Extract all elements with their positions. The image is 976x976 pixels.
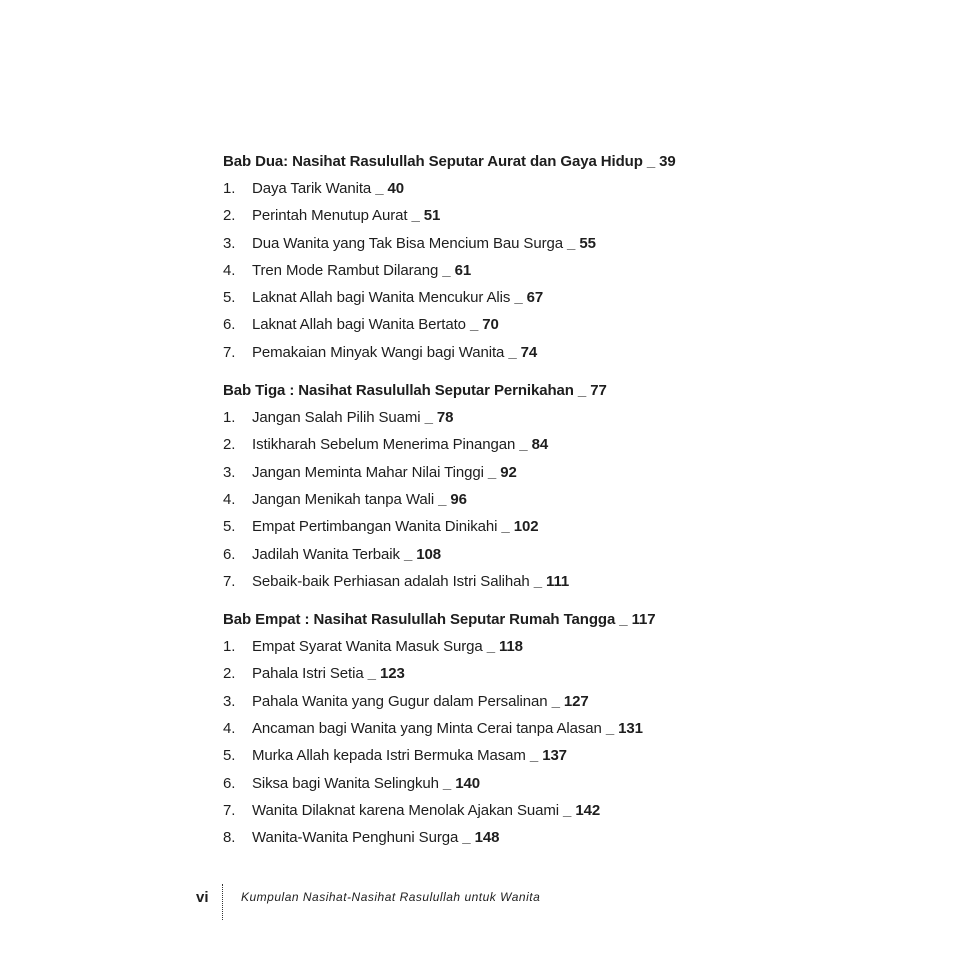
toc-entry [223,284,923,311]
entry-page: _ 51 [411,207,441,225]
entry-number: 5. [223,289,236,307]
chapter-bab-dua [223,148,923,366]
chapter-title: Bab Dua: Nasihat Rasulullah Seputar Aurat dan Gaya Hidup _ 39 [223,153,676,170]
entry-title: Jangan Salah Pilih Suami [252,409,425,427]
entry-page: _ 127 [551,692,589,710]
entry-title: Pemakaian Minyak Wangi bagi Wanita [252,343,509,361]
entry-page: _ 84 [519,436,549,454]
entry-title: Laknat Allah bagi Wanita Bertato [252,316,470,334]
entry-number: 6. [223,774,236,792]
chapter-entries [223,404,923,595]
toc-entry [223,715,923,742]
entry-number: 6. [223,316,236,334]
entry-page: _ 67 [514,289,544,307]
toc-entry [223,742,923,769]
entry-page: _ 55 [567,234,596,252]
entry-number: 4. [223,261,236,279]
entry-title: Jangan Meminta Mahar Nilai Tinggi [252,463,488,481]
entry-title: Murka Allah kepada Istri Bermuka Masam [252,747,530,765]
toc-entry [223,660,923,687]
toc-entry [223,339,923,366]
entry-number: 6. [223,545,236,563]
toc-entry [223,541,923,568]
toc-entry [223,257,923,284]
entry-page: _ 111 [533,572,570,590]
toc-entry [223,513,923,540]
entry-number: 3. [223,234,236,252]
entry-page: _ 102 [501,518,539,536]
chapter-title: Bab Tiga : Nasihat Rasulullah Seputar Pernikahan _ 77 [223,382,607,400]
entry-number: 2. [223,436,236,454]
entry-title: Tren Mode Rambut Dilarang [252,261,443,279]
entry-title: Laknat Allah bagi Wanita Mencukur Alis [252,289,515,307]
chapter-entries [223,175,923,366]
footer-divider [222,884,223,920]
page-number: vi [196,889,209,906]
toc-entry [223,175,923,202]
toc-entry [223,431,923,458]
entry-title: Daya Tarik Wanita [252,180,376,197]
entry-title: Jangan Menikah tanpa Wali [252,490,439,508]
entry-title: Jadilah Wanita Terbaik [252,545,404,563]
toc-entry [223,797,923,824]
entry-title: Dua Wanita yang Tak Bisa Mencium Bau Surga [252,234,568,252]
entry-page: _ 142 [563,801,601,819]
toc-entry [223,568,923,595]
entry-title: Sebaik-baik Perhiasan adalah Istri Salihah [252,572,534,590]
chapter-entries [223,633,923,851]
entry-number: 4. [223,490,236,508]
chapter-title: Bab Empat : Nasihat Rasulullah Seputar Rumah Tangga _ 117 [223,611,656,629]
entry-title: Istikharah Sebelum Menerima Pinangan [252,436,520,454]
toc-entry [223,459,923,486]
entry-number: 7. [223,343,236,361]
entry-title: Empat Syarat Wanita Masuk Surga [252,638,487,656]
entry-number: 1. [223,638,236,656]
entry-title: Wanita Dilaknat karena Menolak Ajakan Suami [252,801,564,819]
entry-number: 1. [223,180,236,197]
entry-number: 1. [223,409,236,427]
table-of-contents [223,148,923,863]
entry-page: _ 70 [469,316,499,334]
toc-entry [223,404,923,431]
toc-entry [223,311,923,338]
entry-title: Siksa bagi Wanita Selingkuh [252,774,443,792]
entry-page: _ 148 [462,829,500,847]
entry-page: _ 92 [487,463,517,481]
entry-page: _ 78 [424,409,454,427]
entry-page: _ 118 [486,638,523,656]
entry-page: _ 108 [403,545,441,563]
chapter-bab-empat [223,606,923,851]
entry-page: _ 96 [438,490,467,508]
entry-page: _ 137 [529,747,567,765]
entry-number: 3. [223,692,236,710]
entry-title: Perintah Menutup Aurat [252,207,412,225]
toc-entry [223,486,923,513]
toc-entry [223,688,923,715]
toc-entry [223,230,923,257]
entry-number: 8. [223,829,236,847]
toc-entry [223,770,923,797]
toc-entry [223,202,923,229]
running-title: Kumpulan Nasihat-Nasihat Rasulullah untuk Wanita [241,890,541,904]
entry-number: 7. [223,572,236,590]
toc-entry [223,824,923,851]
entry-title: Wanita-Wanita Penghuni Surga [252,829,463,847]
entry-title: Pahala Wanita yang Gugur dalam Persalinan [252,692,552,710]
entry-number: 3. [223,463,236,481]
toc-entry [223,633,923,660]
entry-page: _ 131 [605,720,643,738]
entry-title: Ancaman bagi Wanita yang Minta Cerai tanpa Alasan [252,720,606,738]
entry-title: Empat Pertimbangan Wanita Dinikahi [252,518,502,536]
entry-number: 5. [223,747,236,765]
entry-page: _ 140 [442,774,480,792]
entry-number: 5. [223,518,236,536]
entry-page: _ 61 [442,261,472,279]
chapter-bab-tiga [223,377,923,595]
entry-page: _ 74 [508,343,538,361]
entry-number: 2. [223,207,236,225]
entry-number: 4. [223,720,236,738]
entry-title: Pahala Istri Setia [252,665,368,683]
entry-page: _ 40 [375,180,405,197]
entry-page: _ 123 [367,665,405,683]
entry-number: 2. [223,665,236,683]
entry-number: 7. [223,801,236,819]
